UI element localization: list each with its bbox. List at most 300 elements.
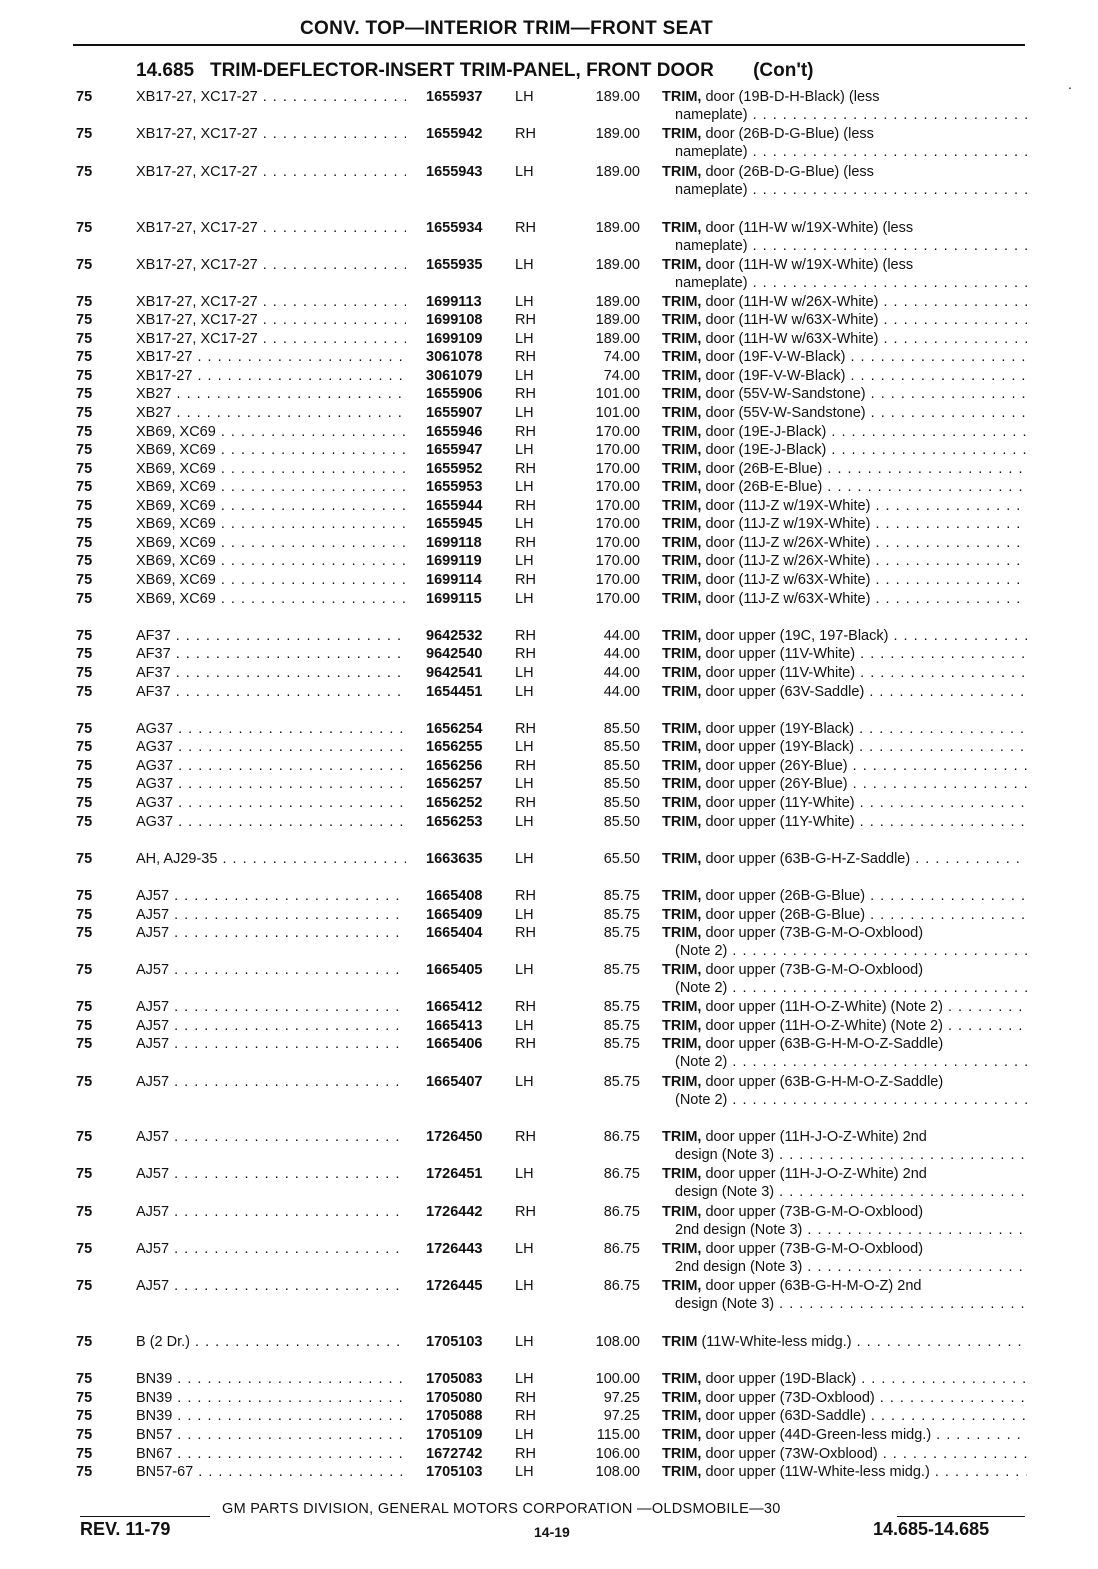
term-trim: TRIM, [662, 442, 702, 458]
side: RH [515, 1446, 536, 1462]
part-number: 1705083 [426, 1371, 483, 1387]
term-trim: TRIM, [662, 1074, 702, 1090]
group-number: 75 [76, 89, 93, 105]
description [662, 1203, 1027, 1240]
term-trim: TRIM, [662, 1241, 702, 1257]
price: 85.75 [603, 962, 640, 978]
group-number: 75 [76, 1427, 93, 1443]
part-number: 1656255 [426, 739, 483, 755]
term-trim: TRIM, [662, 758, 702, 774]
application: XB17-27, XC17-27 . . . [136, 125, 406, 143]
term-trim: TRIM, [662, 776, 702, 792]
group-number: 75 [76, 164, 93, 180]
side: RH [515, 126, 536, 142]
group-number: 75 [76, 1018, 93, 1034]
term-trim: TRIM [662, 1334, 698, 1350]
group-number: 75 [76, 851, 93, 867]
side: RH [515, 461, 536, 477]
term-trim: TRIM, [662, 257, 702, 273]
application: XB17-27 . . . [136, 367, 406, 385]
side: RH [515, 758, 536, 774]
side: RH [515, 424, 536, 440]
group-number: 75 [76, 498, 93, 514]
part-number: 1699113 [426, 294, 482, 310]
application: AF37 . . . [136, 683, 406, 701]
part-number: 1655935 [426, 257, 483, 273]
application: XB17-27, XC17-27 . . . [136, 163, 406, 181]
group-number: 75 [76, 368, 93, 384]
application: AG37 . . . [136, 738, 406, 756]
group-number: 75 [76, 739, 93, 755]
part-number: 1665404 [426, 925, 483, 941]
price: 108.00 [595, 1334, 640, 1350]
side: RH [515, 386, 536, 402]
description-line: TRIM (11W-White-less midg.) . . . [662, 1333, 1027, 1351]
side: RH [515, 628, 536, 644]
group-number: 75 [76, 424, 93, 440]
description-continuation: (Note 2) . . . [662, 979, 1027, 997]
group-number: 75 [76, 257, 93, 273]
part-number: 1699108 [426, 312, 483, 328]
term-trim: TRIM, [662, 294, 702, 310]
description-line: TRIM, door upper (11V-White) . . . [662, 664, 1027, 682]
group-number: 75 [76, 1204, 93, 1220]
stray-mark: . [1068, 76, 1072, 92]
application: AJ57 . . . [136, 998, 406, 1016]
side: LH [515, 294, 534, 310]
price: 85.75 [603, 999, 640, 1015]
side: LH [515, 405, 534, 421]
part-number: 1726450 [426, 1129, 483, 1145]
description-continuation: (Note 2) . . . [662, 942, 1027, 960]
description-line: TRIM, door (11H-W w/19X-White) (less [662, 220, 914, 236]
description [662, 775, 1027, 793]
description [662, 1017, 1027, 1035]
application: AF37 . . . [136, 627, 406, 645]
description [662, 1463, 1027, 1481]
description [662, 906, 1027, 924]
price: 170.00 [595, 553, 640, 569]
description-line: TRIM, door (11J-Z w/26X-White) . . . [662, 552, 1027, 570]
price: 44.00 [603, 646, 640, 662]
price: 86.75 [603, 1129, 640, 1145]
price: 85.75 [603, 1036, 640, 1052]
part-number: 1656257 [426, 776, 483, 792]
application: XB69, XC69 . . . [136, 571, 406, 589]
term-trim: TRIM, [662, 498, 702, 514]
application: AJ57 . . . [136, 1203, 406, 1221]
description [662, 497, 1027, 515]
term-trim: TRIM, [662, 591, 702, 607]
application: AG37 . . . [136, 794, 406, 812]
group-number: 75 [76, 553, 93, 569]
description [662, 367, 1027, 385]
term-trim: TRIM, [662, 1408, 702, 1424]
application: XB69, XC69 . . . [136, 552, 406, 570]
application: XB69, XC69 . . . [136, 423, 406, 441]
term-trim: TRIM, [662, 628, 702, 644]
side: LH [515, 739, 534, 755]
part-number: 1726451 [426, 1166, 483, 1182]
description [662, 645, 1027, 663]
description-line: TRIM, door (11H-W w/63X-White) . . . [662, 311, 1027, 329]
description [662, 163, 1027, 200]
description [662, 757, 1027, 775]
description-line: TRIM, door upper (73D-Oxblood) . . . [662, 1389, 1027, 1407]
part-number: 1699118 [426, 535, 482, 551]
application: B (2 Dr.) . . . [136, 1333, 406, 1351]
description-line: TRIM, door (55V-W-Sandstone) . . . [662, 385, 1027, 403]
description-line: TRIM, door upper (11W-White-less midg.) . . . [662, 1463, 1027, 1481]
description [662, 293, 1027, 311]
description-continuation: design (Note 3) . . . [662, 1183, 1027, 1201]
side: RH [515, 721, 536, 737]
description-line: TRIM, door (26B-D-G-Blue) (less [662, 164, 874, 180]
side: LH [515, 516, 534, 532]
part-number: 1726443 [426, 1241, 483, 1257]
term-trim: TRIM, [662, 1036, 702, 1052]
description-line: TRIM, door upper (73B-G-M-O-Oxblood) [662, 1204, 924, 1220]
side: RH [515, 795, 536, 811]
side: LH [515, 907, 534, 923]
price: 189.00 [595, 164, 640, 180]
term-trim: TRIM, [662, 1464, 702, 1480]
application: BN39 . . . [136, 1407, 406, 1425]
description [662, 738, 1027, 756]
application: XB69, XC69 . . . [136, 460, 406, 478]
term-trim: TRIM, [662, 814, 702, 830]
description-line: TRIM, door upper (11H-J-O-Z-White) 2nd [662, 1129, 927, 1145]
term-trim: TRIM, [662, 126, 702, 142]
part-number: 1655944 [426, 498, 483, 514]
term-trim: TRIM, [662, 349, 702, 365]
description-line: TRIM, door (11J-Z w/63X-White) . . . [662, 571, 1027, 589]
application: AJ57 . . . [136, 924, 406, 942]
description [662, 552, 1027, 570]
side: RH [515, 646, 536, 662]
description [662, 1035, 1027, 1072]
description [662, 664, 1027, 682]
part-number: 1655906 [426, 386, 483, 402]
term-trim: TRIM, [662, 220, 702, 236]
description [662, 683, 1027, 701]
price: 170.00 [595, 591, 640, 607]
part-number: 3061079 [426, 368, 483, 384]
application: AJ57 . . . [136, 1073, 406, 1091]
group-number: 75 [76, 1390, 93, 1406]
application: XB69, XC69 . . . [136, 534, 406, 552]
group-number: 75 [76, 461, 93, 477]
price: 189.00 [595, 312, 640, 328]
description-continuation: nameplate) . . . [662, 274, 1027, 292]
term-trim: TRIM, [662, 553, 702, 569]
term-trim: TRIM, [662, 535, 702, 551]
price: 189.00 [595, 294, 640, 310]
part-number: 1655907 [426, 405, 483, 421]
group-number: 75 [76, 126, 93, 142]
term-trim: TRIM, [662, 1427, 702, 1443]
term-trim: TRIM, [662, 516, 702, 532]
description-line: TRIM, door (11J-Z w/19X-White) . . . [662, 497, 1027, 515]
description-line: TRIM, door upper (63B-G-H-Z-Saddle) . . . [662, 850, 1027, 868]
description-line: TRIM, door upper (63B-G-H-M-O-Z-Saddle) [662, 1074, 944, 1090]
part-number: 1655945 [426, 516, 483, 532]
price: 100.00 [595, 1371, 640, 1387]
description-line: TRIM, door upper (26B-G-Blue) . . . [662, 906, 1027, 924]
part-number: 1656252 [426, 795, 483, 811]
description [662, 256, 1027, 293]
side: LH [515, 1464, 534, 1480]
description-line: TRIM, door upper (73W-Oxblood) . . . [662, 1445, 1027, 1463]
side: RH [515, 1036, 536, 1052]
description-line: TRIM, door (19E-J-Black) . . . [662, 423, 1027, 441]
group-number: 75 [76, 628, 93, 644]
description-line: TRIM, door upper (11Y-White) . . . [662, 794, 1027, 812]
description [662, 534, 1027, 552]
side: LH [515, 89, 534, 105]
side: LH [515, 1427, 534, 1443]
description-line: TRIM, door upper (26B-G-Blue) . . . [662, 887, 1027, 905]
description-line: TRIM, door upper (44D-Green-less midg.) . . . [662, 1426, 1027, 1444]
part-number: 1665407 [426, 1074, 483, 1090]
group-number: 75 [76, 1074, 93, 1090]
description [662, 404, 1027, 422]
side: LH [515, 1018, 534, 1034]
side: LH [515, 962, 534, 978]
application: XB17-27, XC17-27 . . . [136, 330, 406, 348]
price: 85.75 [603, 907, 640, 923]
part-number: 1655942 [426, 126, 483, 142]
side: LH [515, 591, 534, 607]
price: 170.00 [595, 572, 640, 588]
application: AJ57 . . . [136, 1277, 406, 1295]
description [662, 1128, 1027, 1165]
group-number: 75 [76, 331, 93, 347]
price: 74.00 [603, 368, 640, 384]
side: RH [515, 925, 536, 941]
description-line: TRIM, door (19B-D-H-Black) (less [662, 89, 880, 105]
price: 97.25 [603, 1408, 640, 1424]
group-number: 75 [76, 1446, 93, 1462]
term-trim: TRIM, [662, 999, 702, 1015]
description-line: TRIM, door (11H-W w/26X-White) . . . [662, 293, 1027, 311]
description-line: TRIM, door upper (63V-Saddle) . . . [662, 683, 1027, 701]
application: XB27 . . . [136, 385, 406, 403]
description-line: TRIM, door upper (73B-G-M-O-Oxblood) [662, 962, 924, 978]
part-number: 1656254 [426, 721, 483, 737]
part-number: 9642541 [426, 665, 483, 681]
term-trim: TRIM, [662, 312, 702, 328]
application: AJ57 . . . [136, 1165, 406, 1183]
price: 97.25 [603, 1390, 640, 1406]
description-continuation: (Note 2) . . . [662, 1053, 1027, 1071]
description [662, 813, 1027, 831]
footer-rule-left [80, 1516, 210, 1517]
description-continuation: design (Note 3) . . . [662, 1295, 1027, 1313]
application: AJ57 . . . [136, 1128, 406, 1146]
part-number: 1665405 [426, 962, 483, 978]
description [662, 794, 1027, 812]
term-trim: TRIM, [662, 1371, 702, 1387]
group-number: 75 [76, 1464, 93, 1480]
application: AJ57 . . . [136, 1035, 406, 1053]
description-line: TRIM, door (11H-W w/63X-White) . . . [662, 330, 1027, 348]
side: RH [515, 312, 536, 328]
description [662, 961, 1027, 998]
description [662, 330, 1027, 348]
term-trim: TRIM, [662, 907, 702, 923]
part-number: 1665408 [426, 888, 483, 904]
application: XB69, XC69 . . . [136, 478, 406, 496]
description [662, 1407, 1027, 1425]
part-number: 1655952 [426, 461, 483, 477]
side: LH [515, 814, 534, 830]
revision-date: REV. 11-79 [80, 1519, 171, 1539]
description-line: TRIM, door upper (63D-Saddle) . . . [662, 1407, 1027, 1425]
group-number: 75 [76, 646, 93, 662]
part-number: 1699115 [426, 591, 482, 607]
price: 74.00 [603, 349, 640, 365]
section-range: 14.685-14.685 [873, 1519, 990, 1539]
side: RH [515, 349, 536, 365]
side: RH [515, 888, 536, 904]
term-trim: TRIM, [662, 89, 702, 105]
side: LH [515, 368, 534, 384]
description-line: TRIM, door upper (63B-G-H-M-O-Z) 2nd [662, 1278, 922, 1294]
part-number: 1655934 [426, 220, 483, 236]
description-line: TRIM, door upper (11H-O-Z-White) (Note 2) . . . [662, 1017, 1027, 1035]
group-number: 75 [76, 795, 93, 811]
side: RH [515, 1408, 536, 1424]
description-line: TRIM, door (11J-Z w/26X-White) . . . [662, 534, 1027, 552]
group-number: 75 [76, 386, 93, 402]
description-line: TRIM, door (19F-V-W-Black) . . . [662, 348, 1027, 366]
price: 189.00 [595, 220, 640, 236]
description [662, 1370, 1027, 1388]
term-trim: TRIM, [662, 851, 702, 867]
description [662, 1333, 1027, 1351]
description [662, 1073, 1027, 1110]
application: AG37 . . . [136, 813, 406, 831]
part-number: 1726442 [426, 1204, 483, 1220]
side: LH [515, 851, 534, 867]
group-number: 75 [76, 999, 93, 1015]
term-trim: TRIM, [662, 665, 702, 681]
description [662, 1277, 1027, 1314]
price: 85.50 [603, 739, 640, 755]
description-line: TRIM, door (19E-J-Black) . . . [662, 441, 1027, 459]
term-trim: TRIM, [662, 368, 702, 384]
description-line: TRIM, door upper (19C, 197-Black) . . . [662, 627, 1027, 645]
price: 189.00 [595, 257, 640, 273]
section-continued: (Con't) [753, 60, 814, 81]
price: 101.00 [595, 405, 640, 421]
term-trim: TRIM, [662, 739, 702, 755]
price: 170.00 [595, 479, 640, 495]
price: 170.00 [595, 424, 640, 440]
part-number: 1665409 [426, 907, 483, 923]
part-number: 1655943 [426, 164, 483, 180]
term-trim: TRIM, [662, 164, 702, 180]
side: RH [515, 572, 536, 588]
term-trim: TRIM, [662, 795, 702, 811]
description-continuation: nameplate) . . . [662, 106, 1027, 124]
term-trim: TRIM, [662, 1446, 702, 1462]
part-number: 1665413 [426, 1018, 483, 1034]
section-number: 14.685 [136, 60, 195, 81]
price: 65.50 [603, 851, 640, 867]
description [662, 125, 1027, 162]
group-number: 75 [76, 516, 93, 532]
term-trim: TRIM, [662, 1278, 702, 1294]
application: BN39 . . . [136, 1370, 406, 1388]
term-trim: TRIM, [662, 888, 702, 904]
side: LH [515, 257, 534, 273]
side: RH [515, 999, 536, 1015]
side: RH [515, 498, 536, 514]
application: XB17-27 . . . [136, 348, 406, 366]
group-number: 75 [76, 1036, 93, 1052]
side: LH [515, 1074, 534, 1090]
description [662, 348, 1027, 366]
description-line: TRIM, door (26B-E-Blue) . . . [662, 460, 1027, 478]
application: AJ57 . . . [136, 961, 406, 979]
term-trim: TRIM, [662, 646, 702, 662]
part-number: 1656253 [426, 814, 483, 830]
application: XB69, XC69 . . . [136, 441, 406, 459]
price: 85.75 [603, 925, 640, 941]
term-trim: TRIM, [662, 1166, 702, 1182]
side: LH [515, 1371, 534, 1387]
description-continuation: nameplate) . . . [662, 181, 1027, 199]
group-number: 75 [76, 572, 93, 588]
part-number: 1665412 [426, 999, 483, 1015]
part-number: 1705088 [426, 1408, 483, 1424]
part-number: 1655937 [426, 89, 483, 105]
section-title: TRIM-DEFLECTOR-INSERT TRIM-PANEL, FRONT DOOR [209, 60, 714, 81]
part-number: 1699114 [426, 572, 482, 588]
description-line: TRIM, door (26B-E-Blue) . . . [662, 478, 1027, 496]
term-trim: TRIM, [662, 721, 702, 737]
part-number: 1705080 [426, 1390, 483, 1406]
group-number: 75 [76, 684, 93, 700]
application: AJ57 . . . [136, 1017, 406, 1035]
side: RH [515, 1129, 536, 1145]
term-trim: TRIM, [662, 962, 702, 978]
description [662, 385, 1027, 403]
description-line: TRIM, door upper (11Y-White) . . . [662, 813, 1027, 831]
price: 170.00 [595, 498, 640, 514]
part-number: 1665406 [426, 1036, 483, 1052]
application: BN39 . . . [136, 1389, 406, 1407]
term-trim: TRIM, [662, 479, 702, 495]
group-number: 75 [76, 758, 93, 774]
group-number: 75 [76, 776, 93, 792]
group-number: 75 [76, 888, 93, 904]
price: 86.75 [603, 1278, 640, 1294]
application: XB17-27, XC17-27 . . . [136, 311, 406, 329]
application: XB69, XC69 . . . [136, 515, 406, 533]
price: 86.75 [603, 1204, 640, 1220]
group-number: 75 [76, 1371, 93, 1387]
group-number: 75 [76, 721, 93, 737]
price: 189.00 [595, 126, 640, 142]
description [662, 1389, 1027, 1407]
side: LH [515, 684, 534, 700]
part-number: 1705109 [426, 1427, 483, 1443]
description-line: TRIM, door (11J-Z w/63X-White) . . . [662, 590, 1027, 608]
description [662, 1426, 1027, 1444]
